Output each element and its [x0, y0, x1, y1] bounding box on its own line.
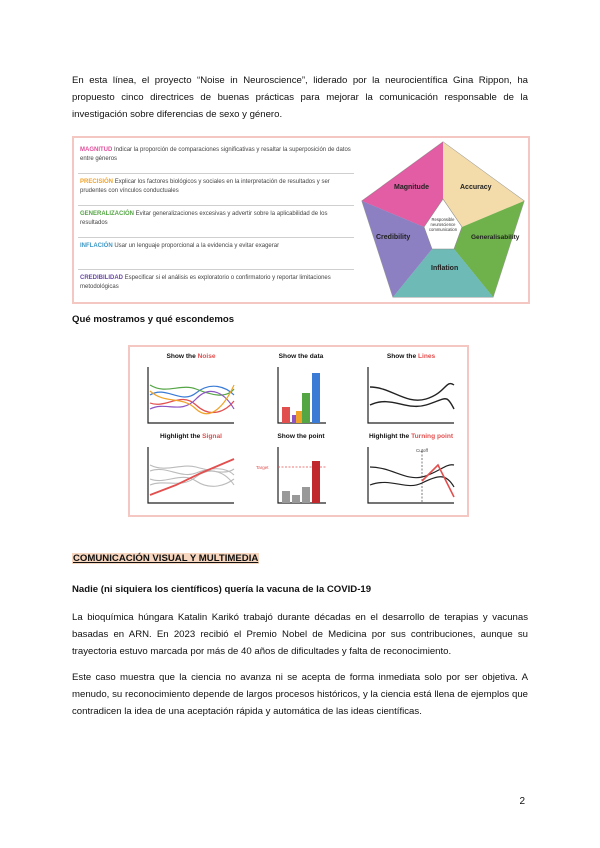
noise-vs-signal-figure — [128, 345, 469, 517]
heading-text: COMUNICACIÓN VISUAL Y MULTIMEDIA — [73, 553, 259, 564]
paragraph-science-acceptance: Este caso muestra que la ciencia no avanza ni se acepta de forma inmediata solo por ser objetiva. A menudo, su reconocimiento depende de largos procesos históricos, y la ciencia está llena de ejemplos que contradicen la idea de una aceptación rápida y automática de las ideas científicas. — [72, 672, 528, 717]
section-title: Qué mostramos y qué escondemos — [72, 314, 235, 325]
center-label: Responsible neuroscience communication — [428, 217, 458, 232]
guideline-text: Especificar si el análisis es exploratorio o confirmatorio y reportar limitaciones metodológicas — [80, 275, 331, 290]
guideline-row — [78, 270, 354, 301]
panel-highlight-turning-point — [356, 433, 466, 513]
panel-show-data — [246, 353, 356, 433]
label-generalisability: Generalisability — [471, 234, 520, 241]
cutoff-label: Cutoff — [416, 448, 428, 453]
subheading: Nadie (ni siquiera los científicos) quería la vacuna de la COVID-19 — [72, 584, 372, 595]
guideline-key: INFLACIÓN — [80, 243, 113, 249]
guideline-row — [78, 142, 354, 174]
guideline-key: CREDIBILIDAD — [80, 275, 123, 281]
panel-highlight-signal — [136, 433, 246, 513]
label-accuracy: Accuracy — [460, 184, 492, 191]
guideline-text: Usar un lenguaje proporcional a la evidencia y evitar exagerar — [114, 243, 280, 249]
guideline-key: MAGNITUD — [80, 147, 113, 153]
section-heading-visual — [72, 553, 259, 564]
guideline-text: Indicar la proporción de comparaciones significativas y resaltar la superposición de datos entre géneros — [80, 147, 351, 162]
label-credibility: Credibility — [376, 234, 411, 241]
panel-show-noise — [136, 353, 246, 433]
paragraph-kariko: La bioquímica húngara Katalin Karikó trabajó durante décadas en el desarrollo de terapias y vacunas basadas en ARN. En 2023 recibió el Premio Nobel de Medicina por sus contribuciones, aunque su trayectoria estuvo marcada por más de 40 años de dificultades y falta de reconocimiento. — [72, 612, 528, 657]
guideline-text: Evitar generalizaciones excesivas y advertir sobre la aplicabilidad de los resultados — [80, 211, 328, 226]
guidelines-table — [78, 142, 354, 301]
guidelines-figure — [72, 136, 530, 304]
panel-title: Show the — [166, 353, 198, 360]
guideline-row — [78, 238, 354, 270]
label-magnitude: Magnitude — [394, 184, 429, 191]
guideline-row — [78, 206, 354, 238]
guideline-row — [78, 174, 354, 206]
guideline-text: Explicar los factores biológicos y sociales en la interpretación de resultados y ser prudentes con vínculos conductuales — [80, 179, 330, 194]
target-label: Target — [256, 465, 269, 470]
label-inflation: Inflation — [431, 265, 459, 272]
panel-title: Show the — [386, 353, 418, 360]
guideline-key: GENERALIZACIÓN — [80, 211, 134, 217]
guideline-key: PRECISIÓN — [80, 179, 114, 185]
panel-title: Show the point — [277, 433, 325, 440]
panel-title: Highlight the — [160, 433, 203, 440]
page-number: 2 — [519, 796, 525, 807]
panel-show-lines — [356, 353, 466, 433]
guidelines-pentagon — [358, 139, 528, 303]
panel-emph: Noise — [197, 353, 216, 360]
panel-emph: Lines — [417, 353, 436, 360]
panel-emph: Turning point — [411, 433, 454, 440]
panel-emph: Signal — [202, 433, 222, 440]
panel-show-point — [246, 433, 356, 513]
intro-paragraph: En esta línea, el proyecto “Noise in Neuroscience”, liderado por la neurocientífica Gina Rippon, ha propuesto cinco directrices de buenas prácticas para mejorar la comunicación responsable de la investigación sobre diferencias de sexo y género. — [72, 75, 528, 120]
panel-title: Show the data — [278, 353, 324, 360]
panel-title: Highlight the — [368, 433, 412, 440]
